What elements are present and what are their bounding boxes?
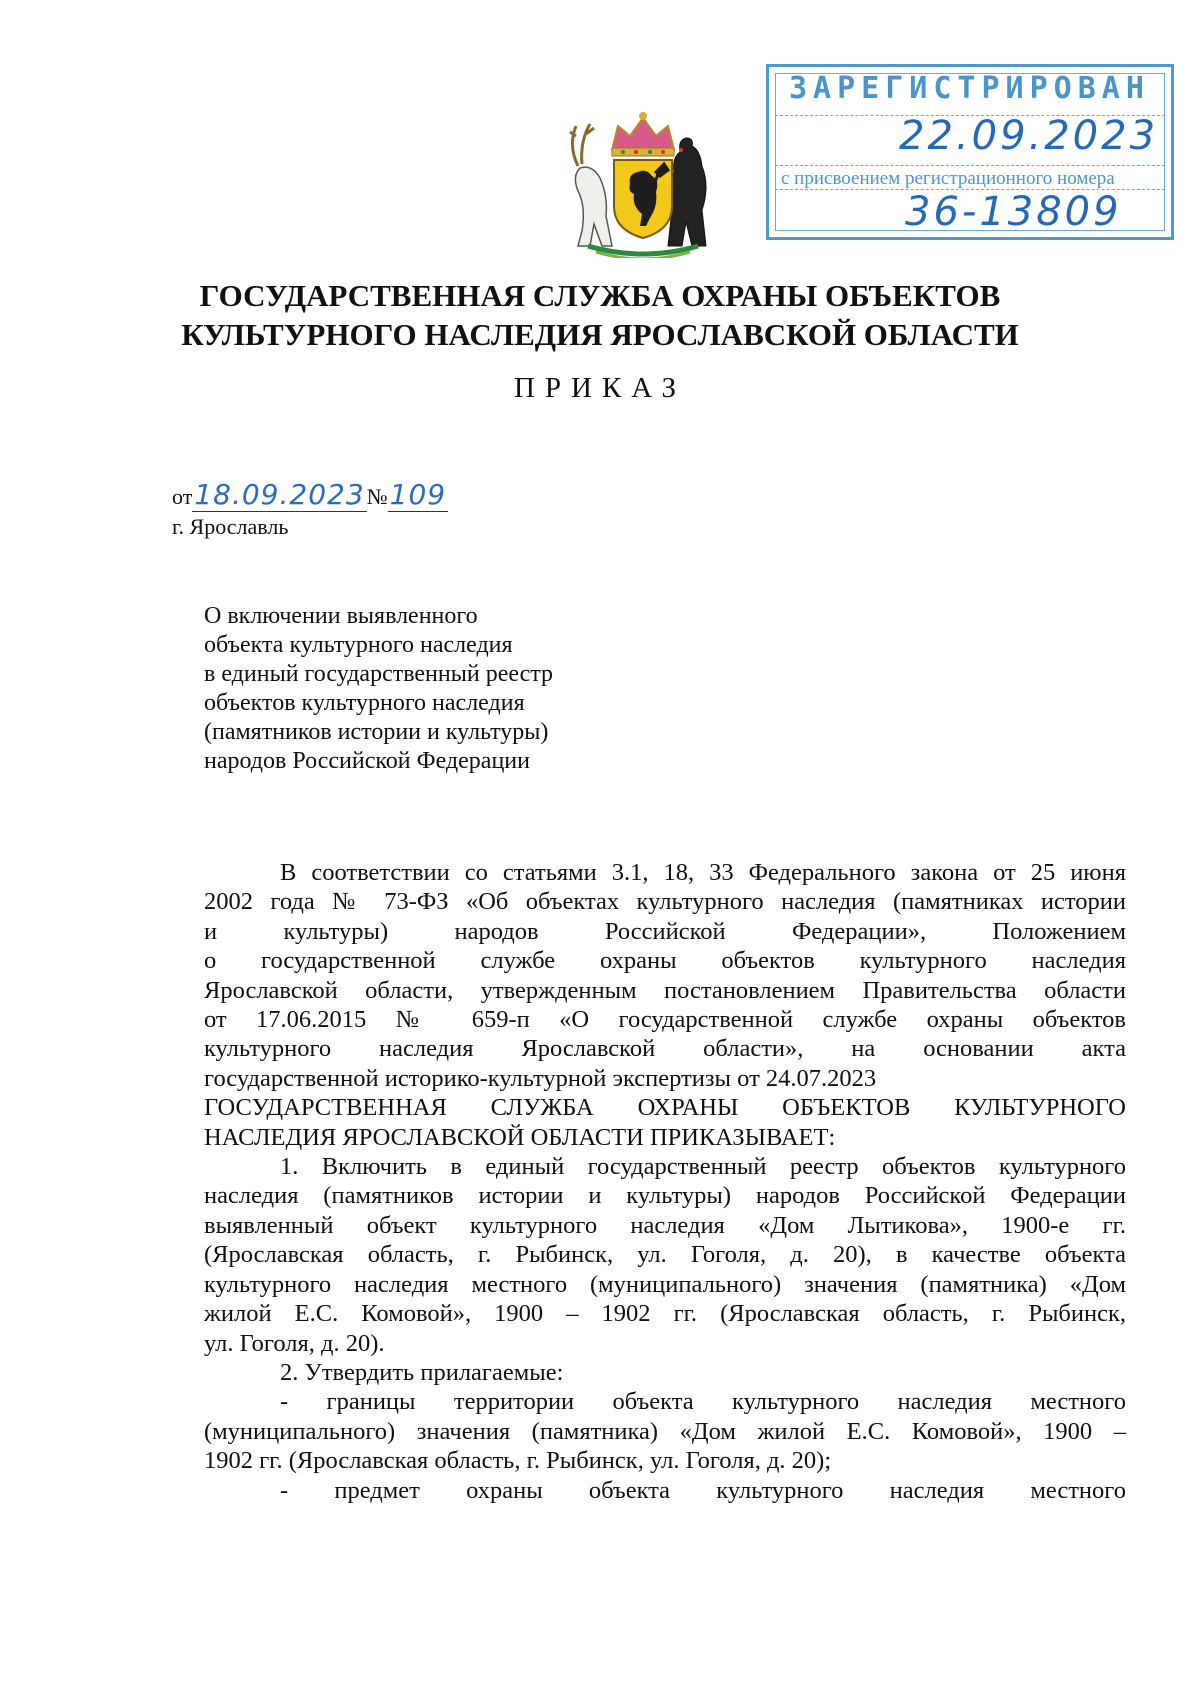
body-line: от 17.06.2015 № 659-п «О государственной службе охраны объектов <box>204 1006 1126 1034</box>
subject-line: народов Российской Федерации <box>204 748 530 774</box>
order-subject <box>204 602 664 776</box>
stamp-title: ЗАРЕГИСТРИРОВАН <box>789 71 1150 106</box>
organization-title-line: ГОСУДАРСТВЕННАЯ СЛУЖБА ОХРАНЫ ОБЪЕКТОВ <box>199 278 1001 313</box>
body-line: культурного наследия Ярославской области», на основании акта <box>204 1035 1126 1063</box>
subject-line: О включении выявленного <box>204 603 478 629</box>
body-line: 2002 года № 73-ФЗ «Об объектах культурного наследия (памятниках истории <box>204 888 1126 916</box>
subject-line: объектов культурного наследия <box>204 690 525 716</box>
body-line: 1902 гг. (Ярославская область, г. Рыбинск, ул. Гоголя, д. 20); <box>204 1447 832 1475</box>
order-number: 109 <box>389 478 447 511</box>
order-city: г. Ярославль <box>172 514 289 539</box>
body-line: В соответствии со статьями 3.1, 18, 33 Федерального закона от 25 июня <box>280 859 1126 886</box>
subject-line: (памятников истории и культуры) <box>204 719 549 745</box>
stamp-registration-number: 36-13809 <box>905 189 1122 235</box>
organization-title <box>100 276 1100 354</box>
coat-of-arms-icon <box>568 106 718 258</box>
body-line: выявленный объект культурного наследия «Дом Лытикова», 1900-е гг. <box>204 1211 1126 1239</box>
body-line: ГОСУДАРСТВЕННАЯ СЛУЖБА ОХРАНЫ ОБЪЕКТОВ КУЛЬТУРНОГО <box>204 1094 1126 1122</box>
body-line: (Ярославская область, г. Рыбинск, ул. Гоголя, д. 20), в качестве объекта <box>204 1241 1126 1269</box>
body-line: жилой Е.С. Комовой», 1900 – 1902 гг. (Ярославская область, г. Рыбинск, <box>204 1300 1126 1328</box>
number-label: № <box>366 484 388 509</box>
body-line: наследия (памятников истории и культуры) народов Российской Федерации <box>204 1182 1126 1210</box>
body-line: - границы территории объекта культурного наследия местного <box>280 1388 1126 1416</box>
organization-title-line: КУЛЬТУРНОГО НАСЛЕДИЯ ЯРОСЛАВСКОЙ ОБЛАСТИ <box>181 317 1019 352</box>
subject-line: объекта культурного наследия <box>204 632 513 658</box>
body-line: Ярославской области, утвержденным постановлением Правительства области <box>204 976 1126 1004</box>
from-label: от <box>172 484 193 509</box>
body-line: государственной историко-культурной экспертизы от 24.07.2023 <box>204 1064 877 1092</box>
stamp-registration-date: 22.09.2023 <box>899 113 1159 159</box>
body-line: ул. Гоголя, д. 20). <box>204 1329 385 1357</box>
stamp-caption: с присвоением регистрационного номера <box>781 168 1115 189</box>
order-date: 18.09.2023 <box>194 478 365 511</box>
order-body <box>204 858 1126 1505</box>
subject-line: в единый государственный реестр <box>204 661 554 687</box>
body-line: культурного наследия местного (муниципального) значения (памятника) «Дом <box>204 1270 1126 1298</box>
registration-stamp <box>766 64 1174 240</box>
body-line: - предмет охраны объекта культурного наследия местного <box>280 1476 1126 1504</box>
body-line: 2. Утвердить прилагаемые: <box>280 1358 564 1386</box>
body-line: 1. Включить в единый государственный реестр объектов культурного <box>280 1153 1126 1181</box>
body-line: НАСЛЕДИЯ ЯРОСЛАВСКОЙ ОБЛАСТИ ПРИКАЗЫВАЕТ: <box>204 1123 836 1151</box>
body-line: (муниципального) значения (памятника) «Дом жилой Е.С. Комовой», 1900 – <box>204 1417 1126 1445</box>
body-line: и культуры) народов Российской Федерации», Положением <box>204 917 1126 945</box>
stamp-divider <box>775 165 1165 166</box>
body-line: о государственной службе охраны объектов культурного наследия <box>204 947 1126 975</box>
document-type-heading: ПРИКАЗ <box>513 372 687 404</box>
order-date-number-line <box>172 478 448 512</box>
